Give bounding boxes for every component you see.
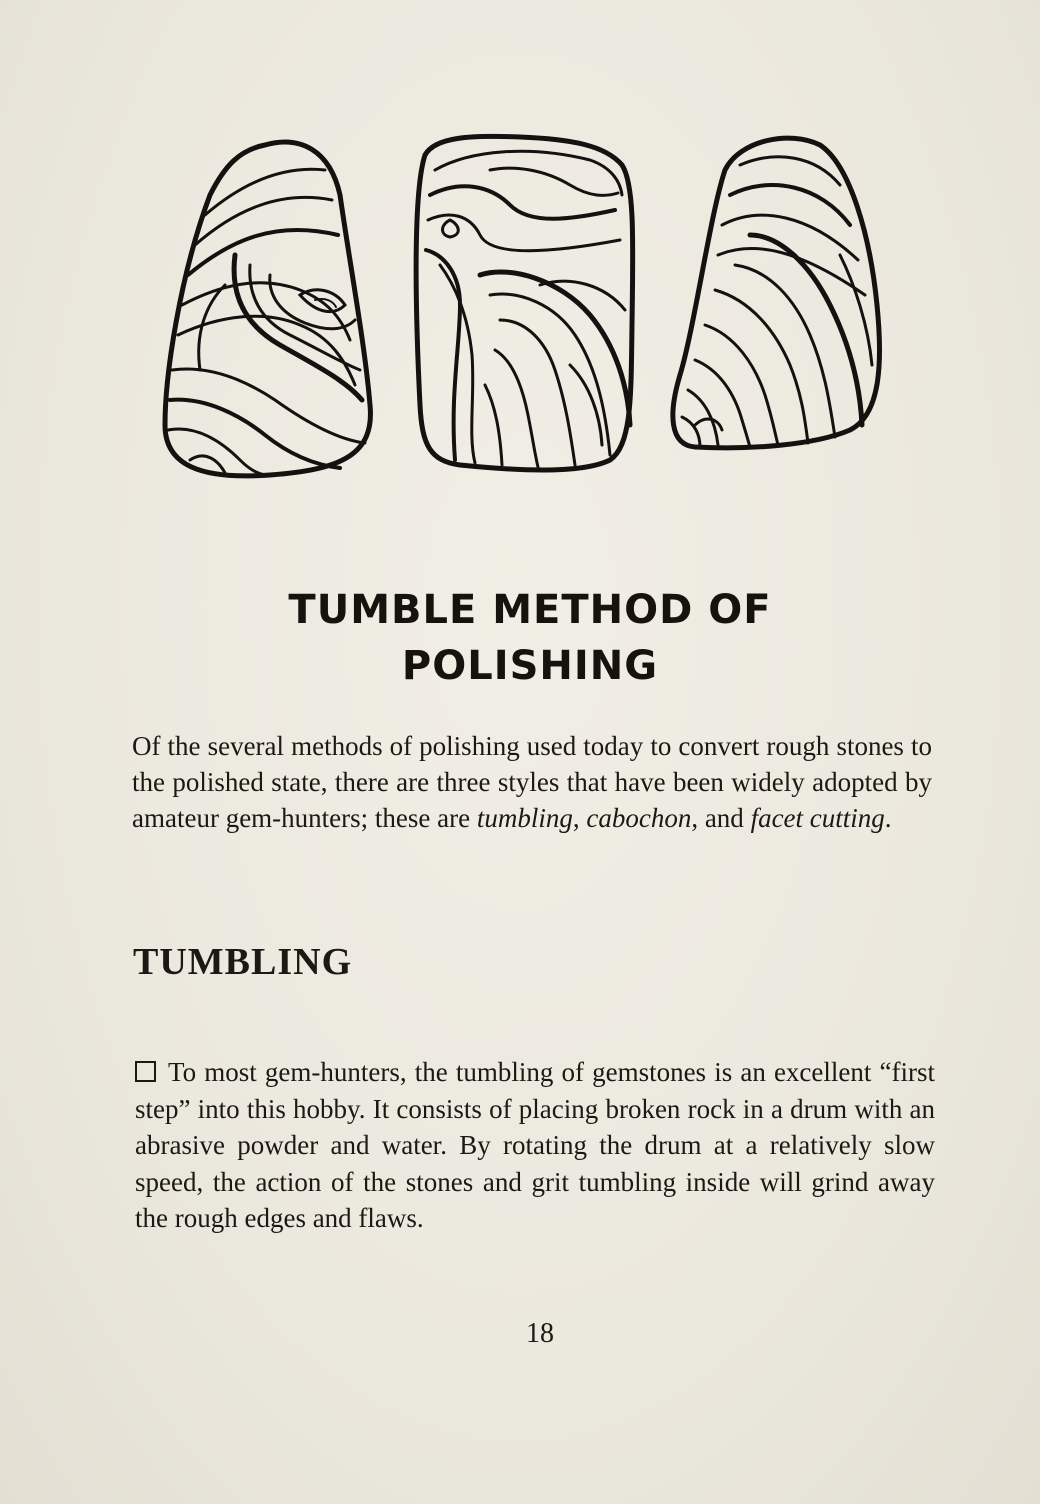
title-line-1: TUMBLE METHOD OF	[288, 587, 772, 633]
banded-stone-rectangular-icon	[416, 136, 633, 470]
intro-paragraph	[132, 728, 932, 836]
intro-text: Of the several methods of polishing used today to convert rough stones to the polished state, there are three styles that have been widely adopted by amateur gem-hunters; these are	[132, 731, 932, 833]
tumbling-paragraph	[135, 1054, 935, 1237]
tumbled-stones-illustration	[150, 125, 890, 485]
intro-separator-2: , and	[691, 803, 751, 833]
title-line-2: POLISHING	[401, 643, 659, 689]
style-tumbling: tumbling	[476, 803, 573, 833]
checkbox-icon	[135, 1061, 156, 1082]
banded-stone-tall-icon	[673, 138, 880, 448]
intro-separator-1: ,	[572, 803, 587, 833]
banded-stone-triangular-icon	[165, 142, 370, 476]
page-number: 18	[526, 1318, 554, 1349]
style-cabochon: cabochon	[586, 803, 692, 833]
tumbling-text: To most gem-hunters, the tumbling of gemstones is an excellent “first step” into this hobby. It consists of placing broken rock in a drum with an abrasive powder and water. By rotating the drum at a relatively slow speed, the action of the stones and grit tumbling inside will grind away the rough edges and flaws.	[135, 1057, 935, 1233]
intro-end: .	[884, 803, 892, 833]
style-facet-cutting: facet cutting	[750, 803, 885, 833]
section-heading: TUMBLING	[133, 941, 353, 983]
page-title	[130, 582, 930, 694]
